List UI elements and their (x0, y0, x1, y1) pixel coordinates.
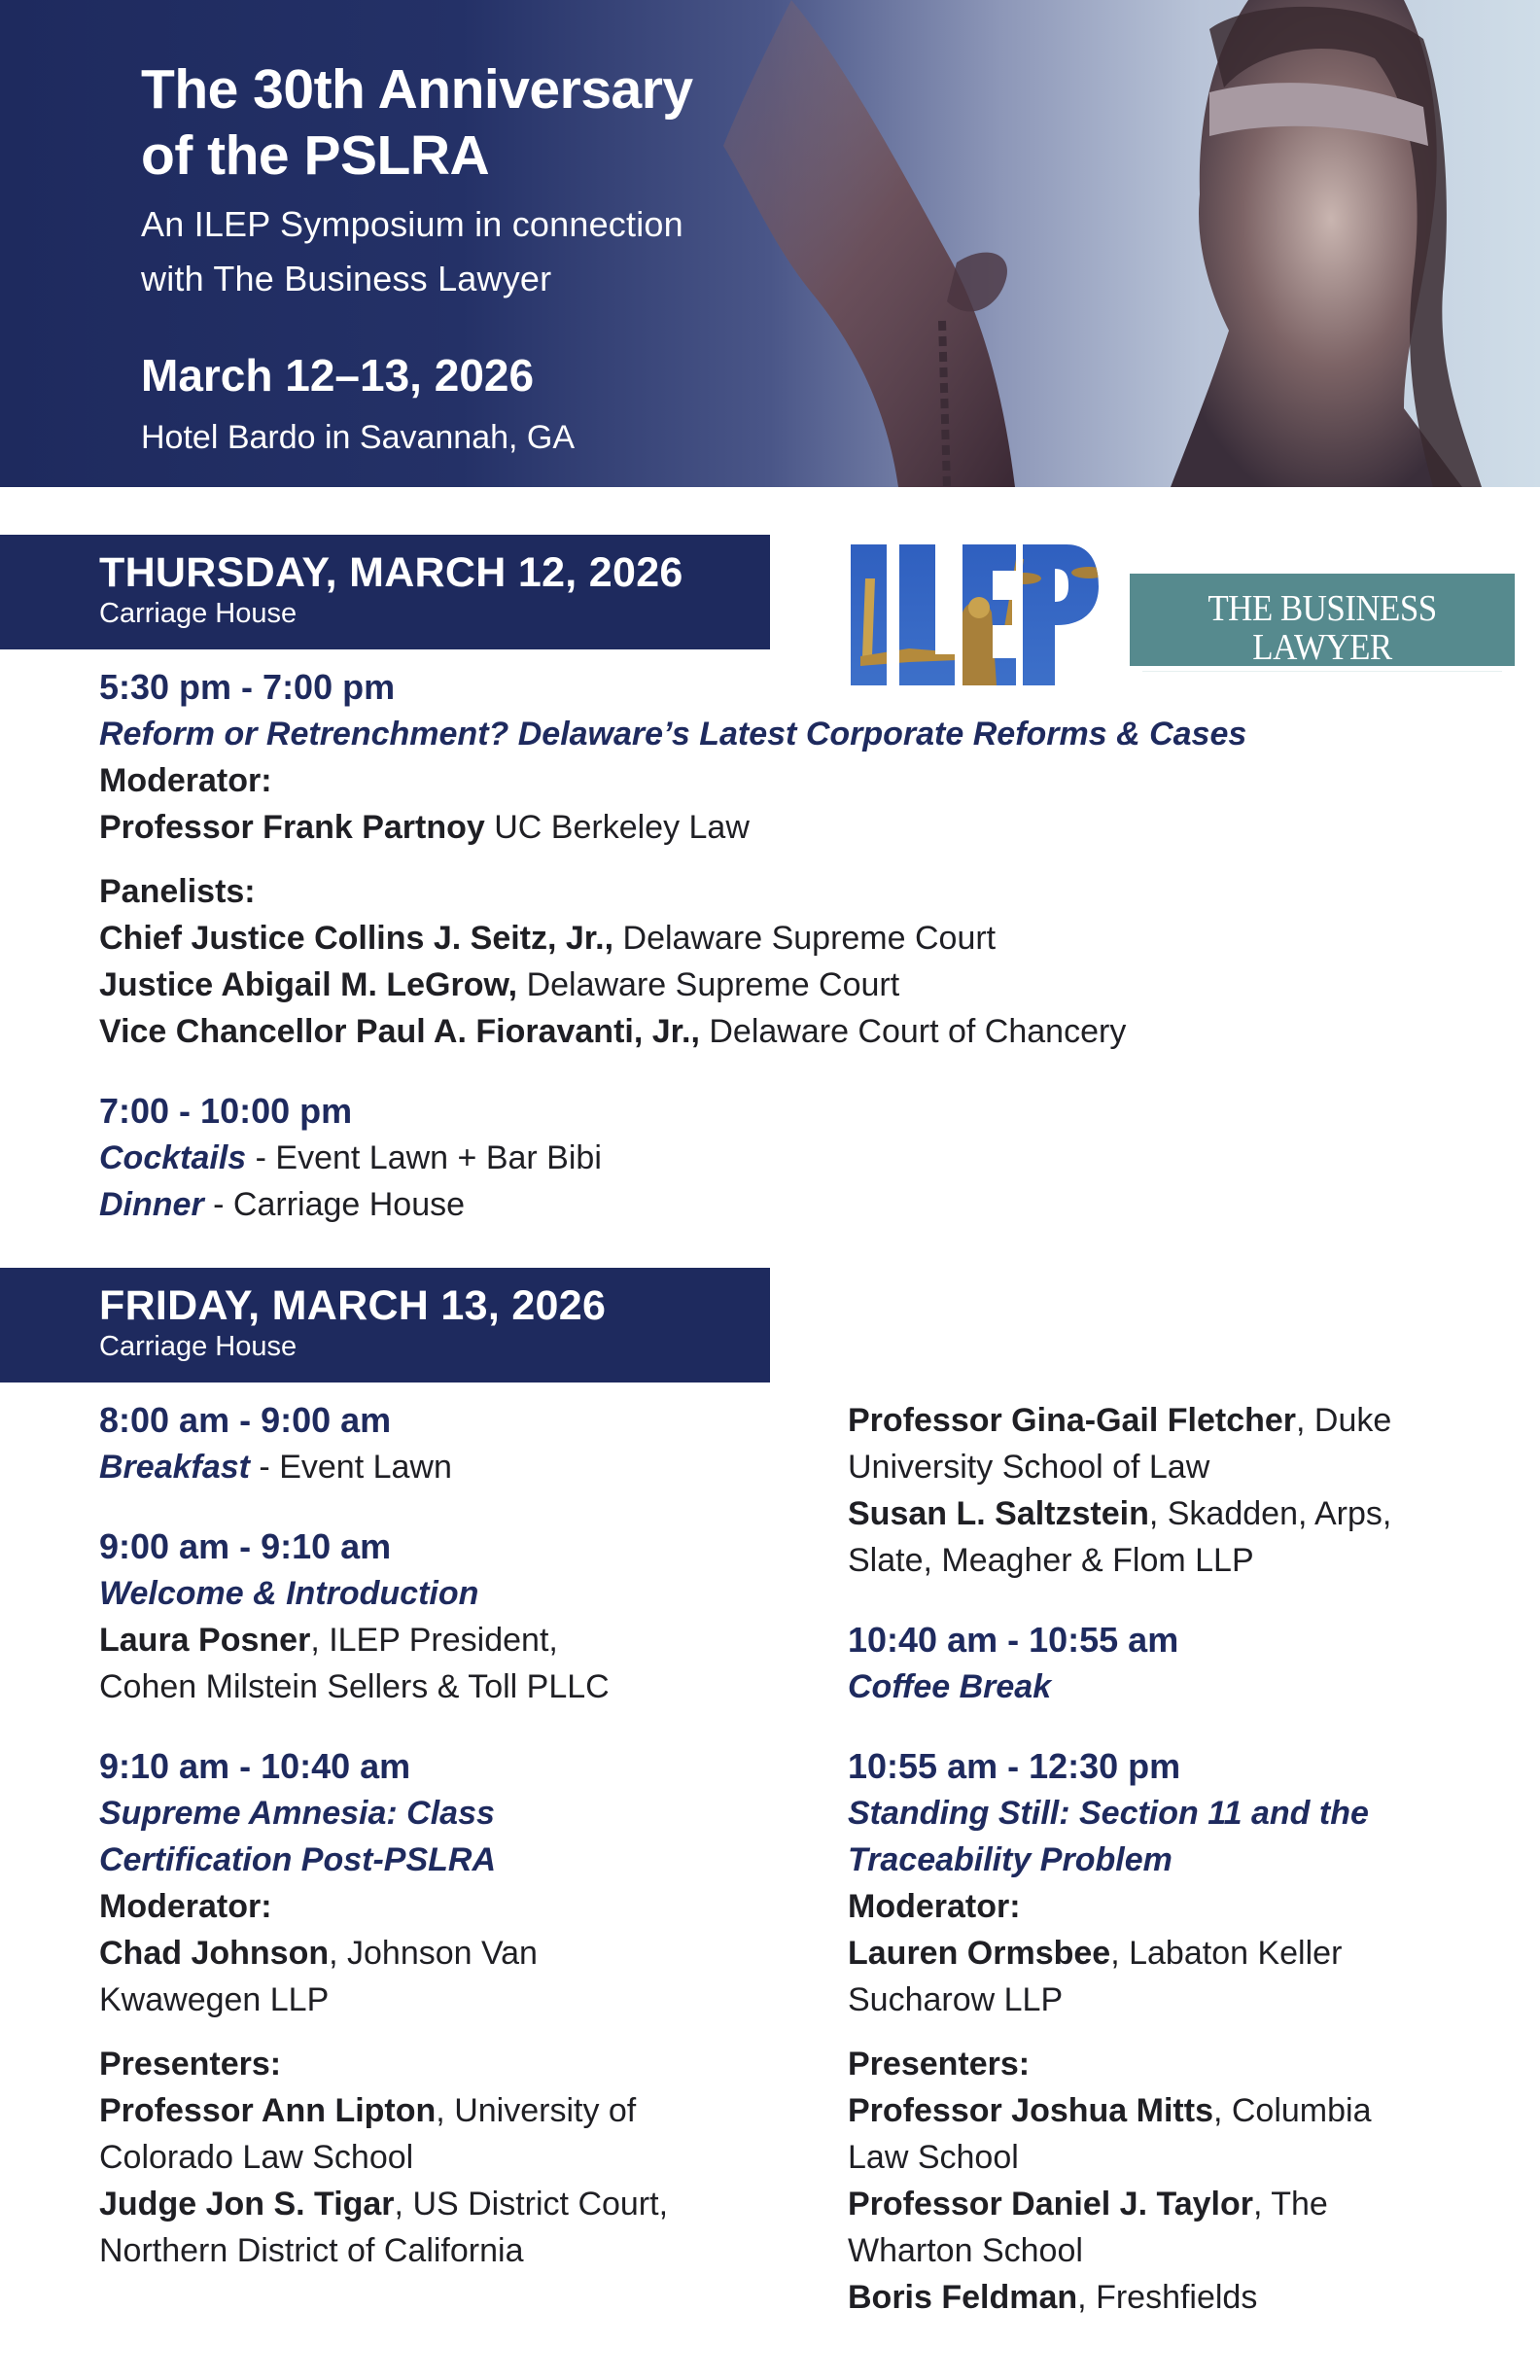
panelist-entry (99, 1008, 1246, 1055)
event-subtitle-line2: with The Business Lawyer (141, 259, 552, 298)
session-time: 9:00 am - 9:10 am (99, 1526, 392, 1566)
session-time: 9:10 am - 10:40 am (99, 1746, 411, 1786)
event-location: Hotel Bardo in Savannah, GA (141, 419, 576, 456)
session-time: 8:00 am - 9:00 am (99, 1400, 392, 1440)
presenter-entry (848, 1490, 1540, 1537)
moderator-affiliation-cont: Kwawegen LLP (99, 1981, 330, 2018)
session-time: 7:00 - 10:00 pm (99, 1091, 353, 1131)
speaker-entry (99, 1617, 799, 1663)
thursday-schedule (99, 664, 1246, 1228)
presenter-name: Professor Ann Lipton (99, 2092, 437, 2129)
panelist-entry (99, 962, 1246, 1008)
event-item-title: Cocktails (99, 1139, 247, 1176)
presenter-entry (99, 2181, 799, 2227)
moderator-name: Chad Johnson (99, 1935, 330, 1972)
presenter-name: Professor Joshua Mitts (848, 2092, 1213, 2129)
presenter-name: Professor Daniel J. Taylor (848, 2186, 1253, 2222)
presenter-entry (848, 2087, 1540, 2134)
moderator-affiliation: , Labaton Keller (1110, 1935, 1343, 1972)
session-title-line1: Standing Still: Section 11 and the (848, 1795, 1369, 1832)
panelist-affiliation: Delaware Supreme Court (613, 920, 997, 957)
event-item (99, 1135, 1246, 1181)
session-title-line1: Supreme Amnesia: Class (99, 1795, 495, 1832)
moderator-label: Moderator: (848, 1888, 1021, 1925)
presenter-entry (99, 2087, 799, 2134)
event-title-line1: The 30th Anniversary (141, 58, 693, 121)
moderator-entry (848, 1930, 1540, 1977)
presenter-name: Professor Gina-Gail Fletcher (848, 1402, 1297, 1439)
presenter-name: Susan L. Saltzstein (848, 1495, 1149, 1532)
event-item-title: Breakfast (99, 1449, 250, 1486)
presenters-label: Presenters: (848, 2046, 1031, 2082)
presenter-affiliation-cont: Law School (848, 2139, 1019, 2176)
panelist-name: Chief Justice Collins J. Seitz, Jr., (99, 920, 614, 957)
presenter-affiliation-cont: Slate, Meagher & Flom LLP (848, 1542, 1254, 1579)
presenter-affiliation-cont: University School of Law (848, 1449, 1210, 1486)
moderator-label: Moderator: (99, 762, 272, 799)
presenter-affiliation: , Columbia (1212, 2092, 1372, 2129)
event-title-line2: of the PSLRA (141, 124, 490, 187)
panelist-name: Justice Abigail M. LeGrow, (99, 966, 518, 1003)
presenter-entry (848, 2181, 1540, 2227)
business-lawyer-subtitle: Business Law Section • American Bar Association (1208, 677, 1436, 688)
session-time: 10:40 am - 10:55 am (848, 1620, 1179, 1660)
thursday-banner (0, 535, 770, 649)
presenter-affiliation-cont: Colorado Law School (99, 2139, 414, 2176)
moderator-name: Professor Frank Partnoy (99, 809, 485, 846)
friday-banner (0, 1268, 770, 1382)
session-title-line2: Certification Post-PSLRA (99, 1841, 497, 1878)
presenter-affiliation: , Duke (1296, 1402, 1392, 1439)
event-item-title: Dinner (99, 1186, 204, 1223)
presenter-affiliation: , University of (436, 2092, 637, 2129)
session-time: 5:30 pm - 7:00 pm (99, 667, 396, 707)
presenters-label: Presenters: (99, 2046, 282, 2082)
event-item-location: - Event Lawn (249, 1449, 452, 1486)
moderator-affiliation-cont: Sucharow LLP (848, 1981, 1064, 2018)
moderator-label: Moderator: (99, 1888, 272, 1925)
friday-day-title: FRIDAY, MARCH 13, 2026 (99, 1282, 607, 1329)
presenter-affiliation: , Skadden, Arps, (1148, 1495, 1392, 1532)
presenter-name: Boris Feldman (848, 2279, 1078, 2316)
presenter-entry (848, 1397, 1540, 1444)
presenter-entry (848, 2274, 1540, 2321)
hero-banner (0, 0, 1540, 487)
event-item-location: - Event Lawn + Bar Bibi (246, 1139, 602, 1176)
business-lawyer-logo (1130, 574, 1515, 688)
panelist-name: Vice Chancellor Paul A. Fioravanti, Jr., (99, 1013, 700, 1050)
thursday-venue: Carriage House (99, 598, 298, 629)
panelist-entry (99, 915, 1246, 962)
presenter-affiliation: , The (1252, 2186, 1328, 2222)
moderator-entry (99, 1930, 799, 1977)
moderator-affiliation: UC Berkeley Law (484, 809, 750, 846)
moderator-entry (99, 804, 1246, 851)
friday-left-column (99, 1397, 799, 2274)
session-title-line2: Traceability Problem (848, 1841, 1172, 1878)
presenter-affiliation: , US District Court, (394, 2186, 669, 2222)
friday-venue: Carriage House (99, 1331, 298, 1362)
presenter-affiliation-cont: Northern District of California (99, 2232, 524, 2269)
speaker-affiliation: , ILEP President, (310, 1622, 558, 1659)
friday-right-column (848, 1397, 1540, 2321)
event-subtitle-line1: An ILEP Symposium in connection (141, 204, 683, 244)
moderator-affiliation: , Johnson Van (329, 1935, 538, 1972)
presenter-name: Judge Jon S. Tigar (99, 2186, 395, 2222)
panelist-affiliation: Delaware Court of Chancery (699, 1013, 1127, 1050)
session-title: Coffee Break (848, 1668, 1052, 1705)
speaker-affiliation-cont: Cohen Milstein Sellers & Toll PLLC (99, 1668, 610, 1705)
presenter-affiliation: , Freshfields (1077, 2279, 1258, 2316)
event-item (99, 1181, 1246, 1228)
panelists-label: Panelists: (99, 873, 256, 910)
thursday-day-title: THURSDAY, MARCH 12, 2026 (99, 549, 683, 596)
session-time: 10:55 am - 12:30 pm (848, 1746, 1181, 1786)
business-lawyer-name: THE BUSINESS LAWYER (1208, 588, 1437, 668)
event-item-location: - Carriage House (203, 1186, 466, 1223)
speaker-name: Laura Posner (99, 1622, 311, 1659)
session-title: Reform or Retrenchment? Delaware’s Latest Corporate Reforms & Cases (99, 716, 1247, 752)
event-item (99, 1444, 799, 1490)
lady-justice-statue-icon (665, 0, 1540, 487)
event-dates: March 12–13, 2026 (141, 350, 535, 401)
presenter-affiliation-cont: Wharton School (848, 2232, 1083, 2269)
moderator-name: Lauren Ormsbee (848, 1935, 1111, 1972)
hero-text (141, 56, 693, 457)
panelist-affiliation: Delaware Supreme Court (517, 966, 900, 1003)
session-title: Welcome & Introduction (99, 1575, 479, 1612)
